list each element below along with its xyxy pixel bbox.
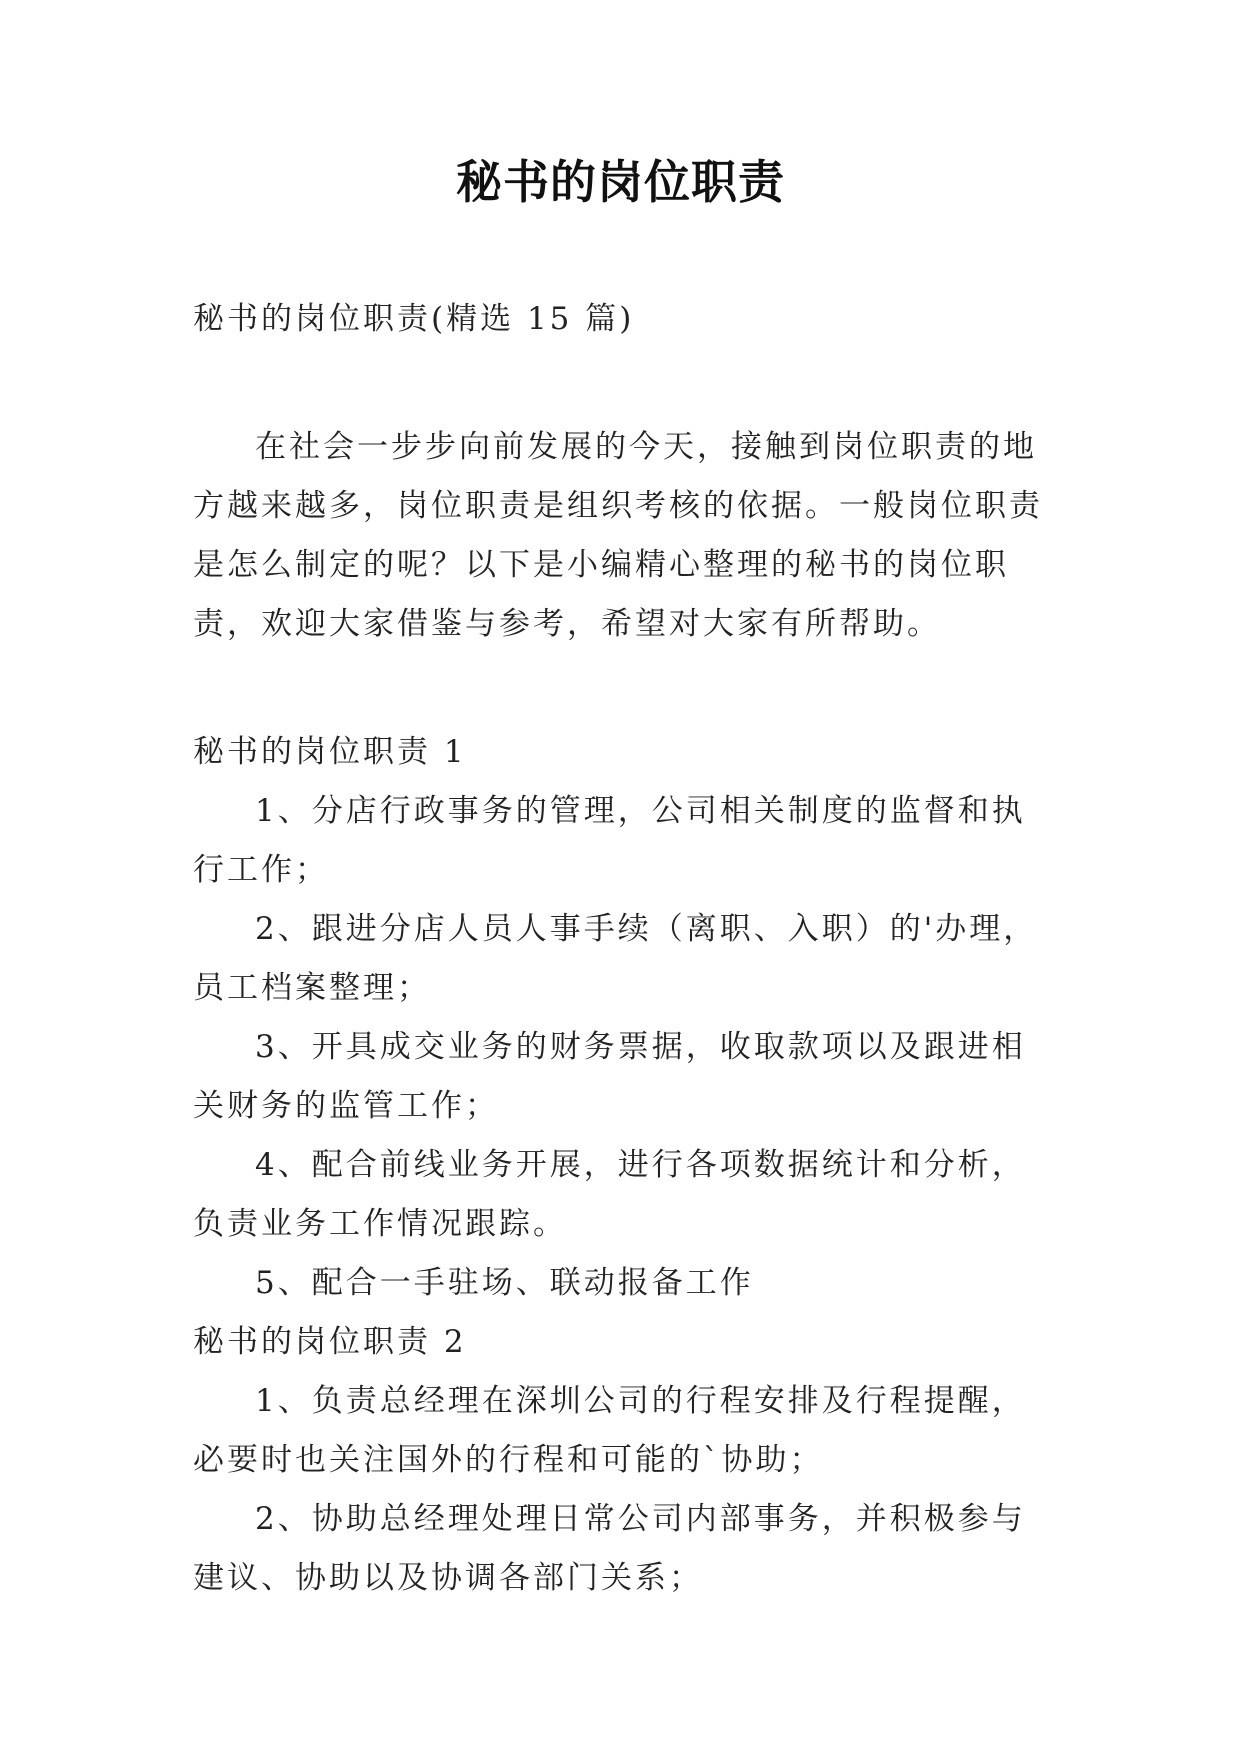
list-item: 1、分店行政事务的管理，公司相关制度的监督和执行工作； xyxy=(193,793,1026,888)
document-body xyxy=(193,290,1053,1608)
document-subtitle: 秘书的岗位职责(精选 15 篇) xyxy=(193,301,635,337)
list-item: 1、负责总经理在深圳公司的行程安排及行程提醒，必要时也关注国外的行程和可能的`协助； xyxy=(193,1383,1026,1478)
list-item: 2、协助总经理处理日常公司内部事务，并积极参与建议、协助以及协调各部门关系； xyxy=(193,1501,1026,1596)
list-item: 4、配合前线业务开展，进行各项数据统计和分析，负责业务工作情况跟踪。 xyxy=(193,1147,1026,1242)
section-heading: 秘书的岗位职责 2 xyxy=(193,1324,467,1360)
intro-paragraph: 在社会一步步向前发展的今天，接触到岗位职责的地方越来越多，岗位职责是组织考核的依据。一般岗位职责是怎么制定的呢？以下是小编精心整理的秘书的岗位职责，欢迎大家借鉴与参考，希望对大家有所帮助。 xyxy=(193,429,1043,642)
section-heading: 秘书的岗位职责 1 xyxy=(193,734,467,770)
document-title: 秘书的岗位职责 xyxy=(456,155,785,209)
spacer xyxy=(193,349,1053,418)
list-item: 5、配合一手驻场、联动报备工作 xyxy=(255,1265,754,1301)
list-item: 2、跟进分店人员人事手续（离职、入职）的'办理，员工档案整理； xyxy=(193,911,1038,1006)
spacer xyxy=(193,654,1053,723)
list-item: 3、开具成交业务的财务票据，收取款项以及跟进相关财务的监管工作； xyxy=(193,1029,1026,1124)
